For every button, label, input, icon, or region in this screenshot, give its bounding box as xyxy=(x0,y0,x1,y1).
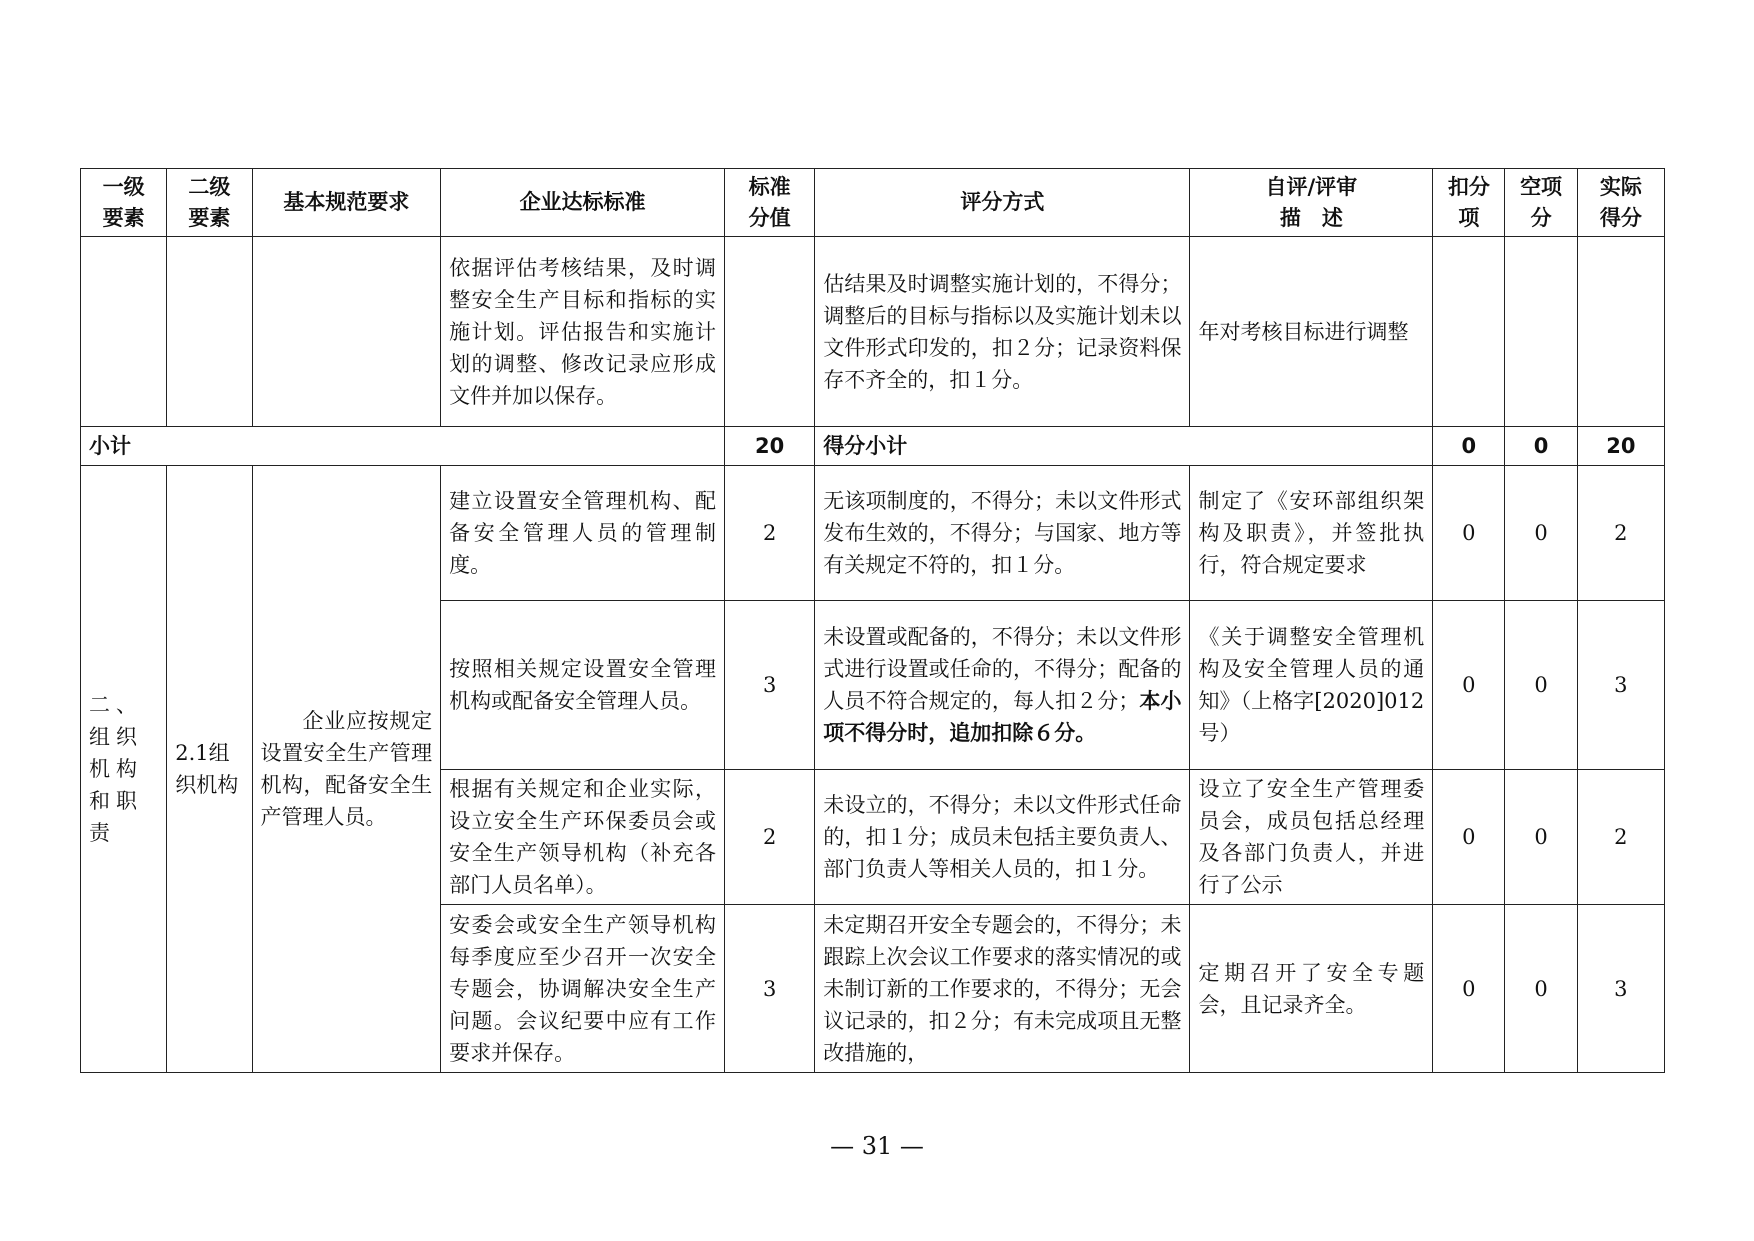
row-method xyxy=(815,905,1190,1073)
section-basic: 企业应按规定设置安全生产管理机构，配备安全生产管理人员。 xyxy=(252,466,441,1073)
table-row xyxy=(81,466,1665,601)
cell-empty xyxy=(725,237,815,427)
header-level1: 一级 要素 xyxy=(81,169,167,237)
row-standard: 根据有关规定和企业实际，设立安全生产环保委员会或安全生产领导机构（补充各部门人员名单）。 xyxy=(441,770,725,905)
header-row xyxy=(81,169,1665,237)
row-review: 定期召开了安全专题会，且记录齐全。 xyxy=(1190,905,1433,1073)
row-actual: 3 xyxy=(1577,601,1664,770)
continued-row xyxy=(81,237,1665,427)
row-method-bold: 本小项不得分时，追加扣除６分。 xyxy=(823,689,1182,745)
row-empty: 0 xyxy=(1505,770,1577,905)
continued-standard: 依据评估考核结果，及时调整安全生产目标和指标的实施计划。评估报告和实施计划的调整、修改记录应形成文件并加以保存。 xyxy=(441,237,725,427)
subtotal-score: 20 xyxy=(725,427,815,466)
continued-review: 年对考核目标进行调整 xyxy=(1190,237,1433,427)
evaluation-table xyxy=(80,168,1665,1073)
row-score: 2 xyxy=(725,466,815,601)
row-method-text: 未设立的，不得分；未以文件形式任命的，扣１分；成员未包括主要负责人、部门负责人等相关人员的，扣１分。 xyxy=(823,793,1182,881)
cell-empty xyxy=(1577,237,1664,427)
row-empty: 0 xyxy=(1505,466,1577,601)
row-review: 《关于调整安全管理机构及安全管理人员的通知》（上格字[2020]012号） xyxy=(1190,601,1433,770)
header-empty: 空项 分 xyxy=(1505,169,1577,237)
header-score: 标准 分值 xyxy=(725,169,815,237)
cell-empty xyxy=(1433,237,1505,427)
page-number: — 31 — xyxy=(830,1132,924,1160)
row-method xyxy=(815,770,1190,905)
row-actual: 2 xyxy=(1577,466,1664,601)
header-actual: 实际 得分 xyxy=(1577,169,1664,237)
row-score: 3 xyxy=(725,905,815,1073)
row-deduct: 0 xyxy=(1433,770,1505,905)
subtotal-deduct: 0 xyxy=(1433,427,1505,466)
row-method-text: 无该项制度的，不得分；未以文件形式发布生效的，不得分；与国家、地方等有关规定不符的，扣１分。 xyxy=(823,489,1182,577)
section-level1: 二、组织机构和职责 xyxy=(81,466,167,1073)
row-standard: 按照相关规定设置安全管理机构或配备安全管理人员。 xyxy=(441,601,725,770)
header-basic: 基本规范要求 xyxy=(252,169,441,237)
subtotal-row xyxy=(81,427,1665,466)
row-empty: 0 xyxy=(1505,905,1577,1073)
row-actual: 2 xyxy=(1577,770,1664,905)
row-review: 设立了安全生产管理委员会，成员包括总经理及各部门负责人，并进行了公示 xyxy=(1190,770,1433,905)
row-method xyxy=(815,466,1190,601)
subtotal-method-label: 得分小计 xyxy=(815,427,1433,466)
row-deduct: 0 xyxy=(1433,601,1505,770)
header-review: 自评/评审 描 述 xyxy=(1190,169,1433,237)
row-score: 2 xyxy=(725,770,815,905)
header-method: 评分方式 xyxy=(815,169,1190,237)
subtotal-label: 小计 xyxy=(81,427,725,466)
cell-empty xyxy=(1505,237,1577,427)
row-method-text: 未设置或配备的，不得分；未以文件形式进行设置或任命的，不得分；配备的人员不符合规定的，每人扣２分； xyxy=(823,625,1182,713)
row-empty: 0 xyxy=(1505,601,1577,770)
section-level2: 2.1组织机构 xyxy=(167,466,252,1073)
cell-empty xyxy=(252,237,441,427)
cell-empty xyxy=(81,237,167,427)
subtotal-actual: 20 xyxy=(1577,427,1664,466)
subtotal-empty: 0 xyxy=(1505,427,1577,466)
row-standard: 安委会或安全生产领导机构每季度应至少召开一次安全专题会，协调解决安全生产问题。会议纪要中应有工作要求并保存。 xyxy=(441,905,725,1073)
header-deduct: 扣分 项 xyxy=(1433,169,1505,237)
continued-method: 估结果及时调整实施计划的，不得分；调整后的目标与指标以及实施计划未以文件形式印发的，扣２分；记录资料保存不齐全的，扣１分。 xyxy=(815,237,1190,427)
row-deduct: 0 xyxy=(1433,466,1505,601)
cell-empty xyxy=(167,237,252,427)
header-standard: 企业达标标准 xyxy=(441,169,725,237)
row-standard: 建立设置安全管理机构、配备安全管理人员的管理制度。 xyxy=(441,466,725,601)
row-deduct: 0 xyxy=(1433,905,1505,1073)
row-score: 3 xyxy=(725,601,815,770)
row-method-text: 未定期召开安全专题会的，不得分；未跟踪上次会议工作要求的落实情况的或未制订新的工作要求的，不得分；无会议记录的，扣２分；有未完成项且无整改措施的， xyxy=(823,912,1182,1065)
row-actual: 3 xyxy=(1577,905,1664,1073)
row-method xyxy=(815,601,1190,770)
header-level2: 二级 要素 xyxy=(167,169,252,237)
row-review: 制定了《安环部组织架构及职责》，并签批执行，符合规定要求 xyxy=(1190,466,1433,601)
